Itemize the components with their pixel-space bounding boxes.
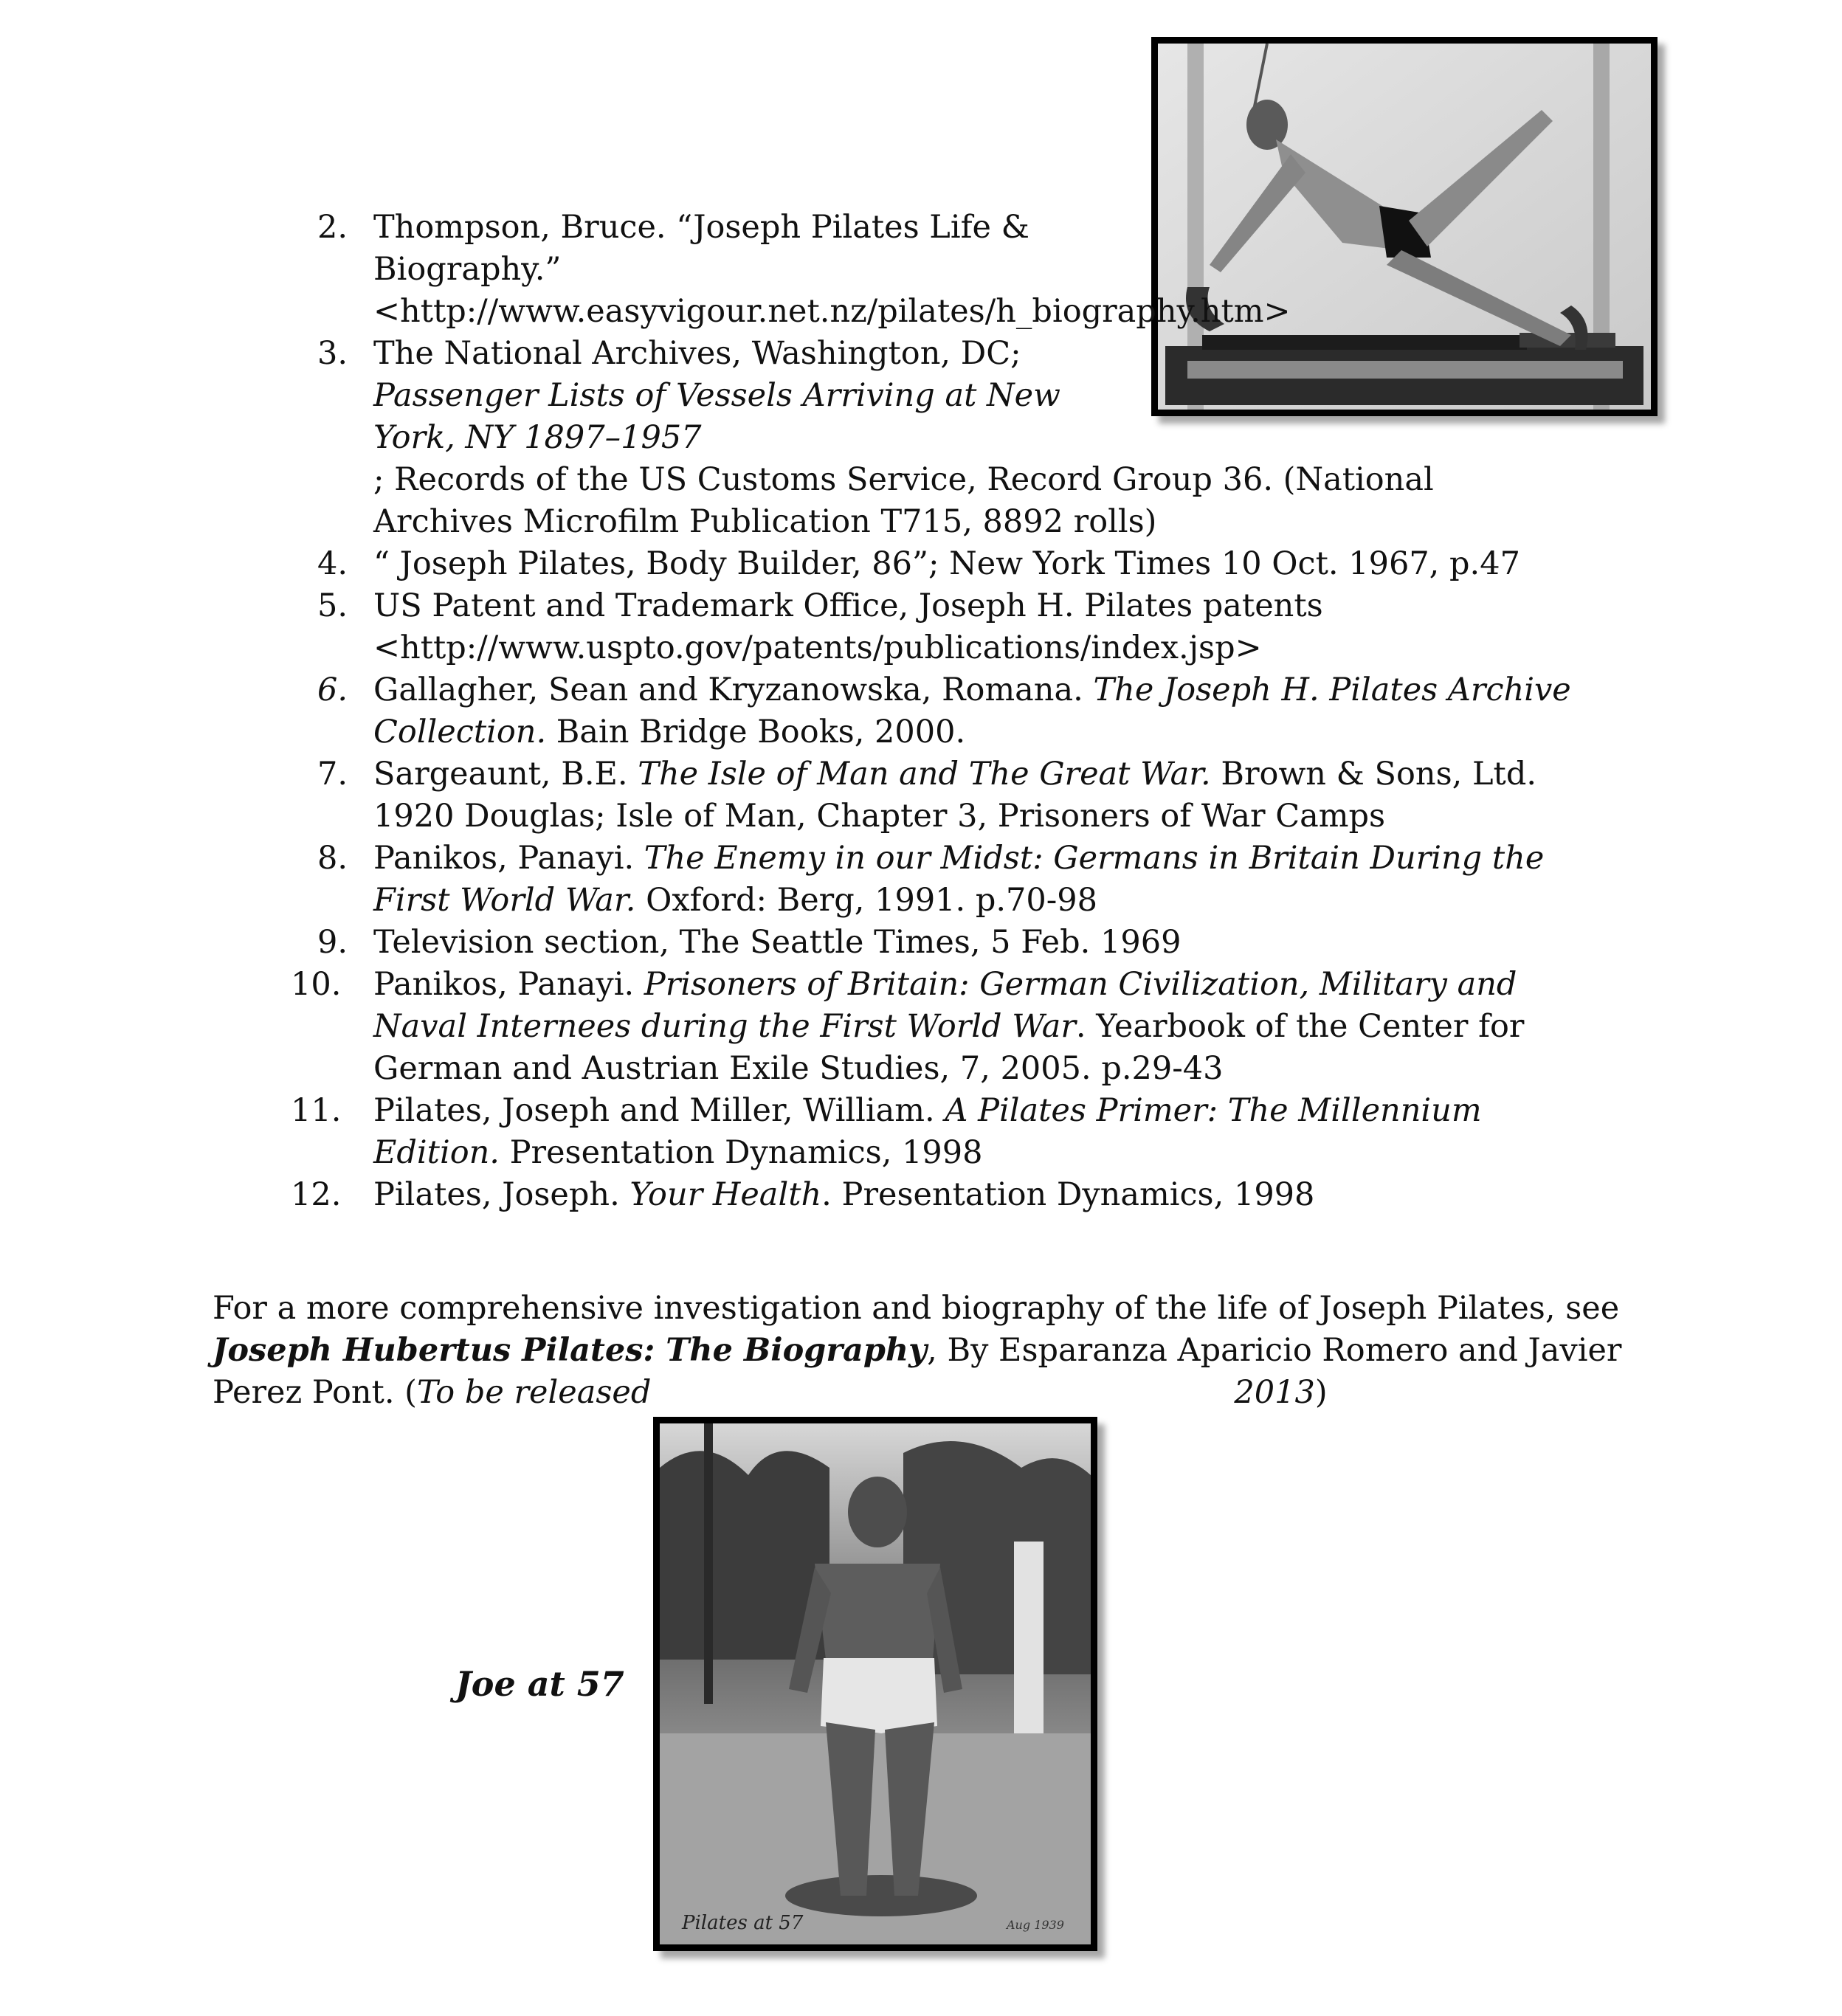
release-label: To be released <box>416 1374 652 1411</box>
reference-title: Passenger Lists of Vessels Arriving at New York, NY 1897–1957 <box>373 377 1060 456</box>
reference-item <box>317 669 1572 753</box>
reference-item <box>317 585 1572 669</box>
reference-title: The Enemy in our Midst: Germans in Britain During the First World War. <box>373 840 1545 919</box>
photo-date: Aug 1939 <box>1007 1918 1064 1932</box>
reference-item <box>317 333 1572 543</box>
reference-number: 8. <box>317 840 348 877</box>
reference-item <box>317 838 1572 922</box>
photo-caption: Joe at 57 <box>455 1664 624 1704</box>
reference-text: . Presentation Dynamics, 1998 <box>821 1176 1315 1213</box>
reference-text: . Yearbook of the Center for German and Austrian Exile Studies, 7, 2005. p.29-43 <box>373 1008 1525 1087</box>
close-paren: ) <box>1314 1374 1328 1411</box>
reference-number: 2. <box>317 209 348 246</box>
reference-text: Thompson, Bruce. “Joseph Pilates Life & Biography.” <http://www.easyvigour.net.nz/pilates/h_biography.htm> <box>373 209 1291 330</box>
reference-text: “ Joseph Pilates, Body Builder, 86”; New York Times 10 Oct. 1967, p.47 <box>373 545 1520 582</box>
reference-number: 5. <box>317 587 348 624</box>
reference-text: Pilates, Joseph and Miller, William. <box>373 1092 945 1129</box>
reference-title: A Pilates Primer: The Millennium Edition. <box>373 1092 1482 1171</box>
reference-item <box>291 1090 1572 1174</box>
reference-text: US Patent and Trademark Office, Joseph H. Pilates patents <http://www.uspto.gov/patents/publications/index.jsp> <box>373 587 1323 666</box>
biography-note <box>213 1288 1644 1414</box>
reference-title: Your Health <box>629 1176 822 1213</box>
reference-title: The Joseph H. Pilates Archive Collection. <box>373 672 1571 750</box>
reference-title: Prisoners of Britain: German Civilization, Military and Naval Internees during the First World War <box>373 966 1517 1045</box>
joe-at-57-photo <box>653 1417 1097 1951</box>
references-list <box>291 207 1572 1216</box>
reference-number: 12. <box>291 1176 342 1213</box>
reference-text: Oxford: Berg, 1991. p.70-98 <box>635 882 1098 919</box>
biography-intro: For a more comprehensive investigation and biography of the life of Joseph Pilates, see <box>213 1290 1620 1327</box>
reference-number: 10. <box>291 966 342 1003</box>
reference-number: 4. <box>317 545 348 582</box>
photo-inscription: Pilates at 57 <box>682 1912 804 1934</box>
biography-book-title: Joseph Hubertus Pilates: The Biography <box>213 1332 928 1369</box>
release-year: 2013 <box>1234 1374 1315 1411</box>
reference-text: Panikos, Panayi. <box>373 840 644 877</box>
reference-item <box>317 922 1572 964</box>
reference-text: Gallagher, Sean and Kryzanowska, Romana. <box>373 672 1094 708</box>
reference-number: 9. <box>317 924 348 961</box>
reference-item <box>291 1174 1572 1216</box>
reference-text: Brown & Sons, Ltd. 1920 Douglas; Isle of Man, Chapter 3, Prisoners of War Camps <box>373 756 1537 835</box>
reference-number: 11. <box>291 1092 342 1129</box>
reference-item <box>317 753 1572 838</box>
reference-item <box>291 964 1572 1090</box>
reference-item <box>317 543 1572 585</box>
reference-text: Bain Bridge Books, 2000. <box>546 714 966 750</box>
reference-number: 7. <box>317 756 348 793</box>
reference-title: The Isle of Man and The Great War. <box>638 756 1211 793</box>
reference-text: The National Archives, Washington, DC; <box>373 335 1021 372</box>
reference-text: Television section, The Seattle Times, 5 Feb. 1969 <box>373 924 1182 961</box>
biography-authors: , By Esparanza Aparicio Romero and Javier Perez Pont. ( <box>213 1332 1622 1411</box>
reference-number: 3. <box>317 335 348 372</box>
reference-text: Panikos, Panayi. <box>373 966 644 1003</box>
reference-text: ; Records of the US Customs Service, Record Group 36. (National Archives Microfilm Publication T715, 8892 rolls) <box>373 461 1434 540</box>
reference-number: 6. <box>317 672 348 708</box>
reference-text: Sargeaunt, B.E. <box>373 756 638 793</box>
reference-item <box>317 207 1291 333</box>
reference-text: Presentation Dynamics, 1998 <box>499 1134 983 1171</box>
reference-text: Pilates, Joseph. <box>373 1176 630 1213</box>
